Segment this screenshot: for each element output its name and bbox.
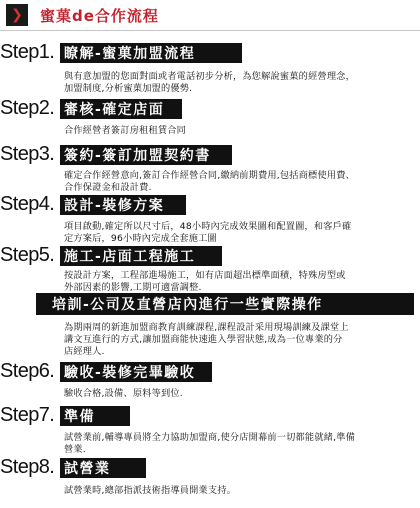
- step-6: [0, 360, 212, 382]
- step-3: [0, 143, 232, 165]
- training-description: 為期兩周的新進加盟商教育訓練課程,課程設計采用現場訓練及課堂上 講文互進行的方式,讓加盟商能快速進入學習狀態,成為一位專業的分 店經理人.: [64, 322, 349, 357]
- step-title-bar: [60, 246, 222, 266]
- step-title: 試營業: [64, 461, 111, 477]
- step-title: 驗收-裝修完畢驗收: [64, 365, 196, 381]
- step-title-bar: [60, 99, 182, 119]
- step-2-description: 合作經營者簽訂房租租賃合同: [64, 125, 187, 136]
- step-5: [0, 244, 222, 266]
- step-number: Step6.: [0, 360, 55, 382]
- step-3-description: 確定合作經營意向,簽訂合作經營合同,繳納前期費用,包括商標使用費、 合作保證金和設計費.: [64, 170, 355, 193]
- step-title-bar: [60, 195, 186, 215]
- header-divider: [0, 30, 420, 31]
- step-title: 施工-店面工程施工: [64, 249, 196, 265]
- training-title: 培訓-公司及直營店內進行一些實際操作: [52, 297, 323, 313]
- step-5-description: 按設計方案，工程部進場施工，如有店面超出標準面積，特殊房型或 外部因素的影響,工期可適當調整.: [64, 270, 346, 293]
- step-title: 簽約-簽訂加盟契約書: [64, 148, 211, 164]
- section-header: [6, 3, 159, 27]
- chevron-right-icon: ❯: [6, 4, 28, 26]
- step-number: Step7.: [0, 404, 55, 426]
- step-title-bar: [60, 406, 130, 426]
- step-1-description: 與有意加盟的您面對面或者電話初步分析，為您解說蜜菓的經營理念， 加盟制度,分析蜜菓加盟的優勢.: [64, 71, 356, 94]
- step-4: [0, 193, 186, 215]
- step-title-bar: [60, 458, 146, 478]
- step-number: Step8.: [0, 456, 55, 478]
- step-title-bar: [60, 362, 212, 382]
- step-7: [0, 404, 130, 426]
- training-title-bar: [36, 293, 414, 315]
- step-title: 設計-裝修方案: [64, 198, 165, 214]
- step-8: [0, 456, 146, 478]
- step-number: Step5.: [0, 244, 55, 266]
- step-number: Step2.: [0, 97, 55, 119]
- step-title: 準備: [64, 409, 95, 425]
- step-7-description: 試營業前,輔導專員將全力協助加盟商,使分店開幕前一切都能就緒,準備 營業.: [64, 432, 355, 455]
- step-number: Step3.: [0, 143, 55, 165]
- step-title: 審核-確定店面: [64, 102, 165, 118]
- step-number: Step1.: [0, 41, 55, 63]
- step-2: [0, 97, 182, 119]
- step-6-description: 驗收合格,設備、原料等到位.: [64, 388, 183, 399]
- step-8-description: 試營業時,總部指派技術指導員開業支持。: [64, 485, 237, 496]
- step-4-description: 項目啟動,確定所以尺寸后，48小時內完成效果圖和配置圖，和客戶確 定方案后，96小時內完成全套施工圖: [64, 221, 352, 244]
- step-title: 瞭解-蜜菓加盟流程: [64, 46, 196, 62]
- step-1: [0, 41, 242, 63]
- page-title: 蜜菓de合作流程: [40, 6, 159, 25]
- step-title-bar: [60, 43, 242, 63]
- step-title-bar: [60, 145, 232, 165]
- step-number: Step4.: [0, 193, 55, 215]
